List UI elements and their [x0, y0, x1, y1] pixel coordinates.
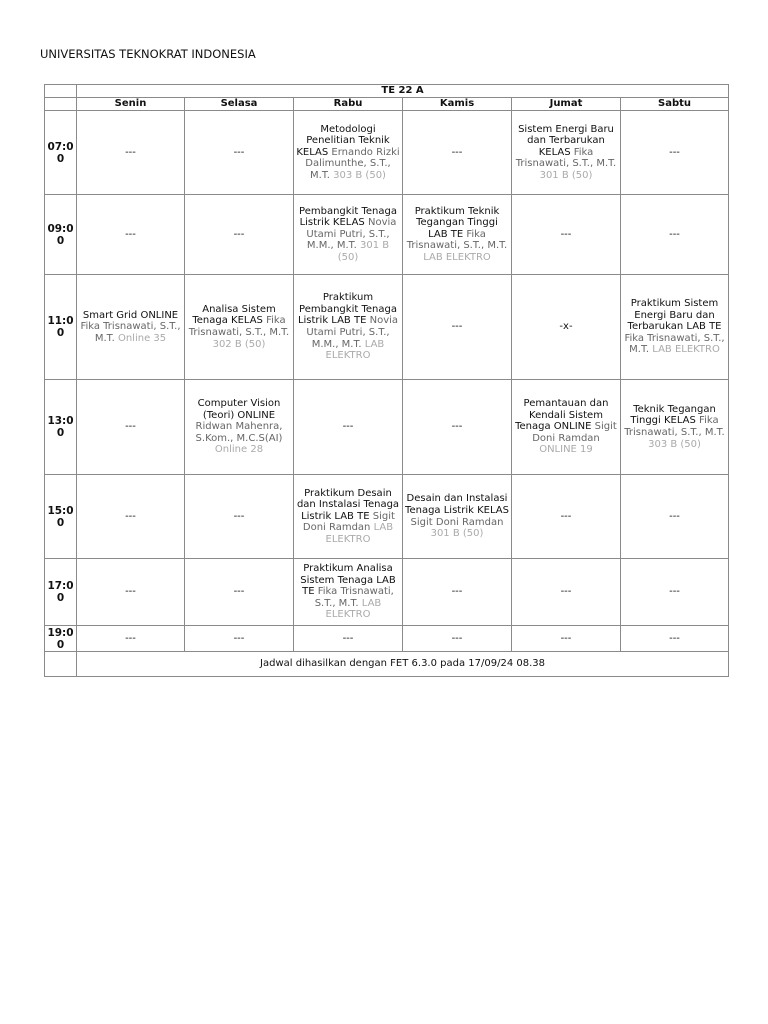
- schedule-cell: [621, 559, 729, 626]
- empty-slot: ---: [560, 510, 572, 522]
- time-label: 15:00: [45, 475, 77, 559]
- schedule-cell: [403, 275, 512, 380]
- lecturer-name: Ernando Rizki Dalimunthe, S.T., M.T.: [305, 146, 400, 181]
- empty-slot: ---: [669, 510, 680, 522]
- day-header: Jumat: [512, 98, 621, 111]
- schedule-cell: [77, 195, 185, 275]
- time-row: [45, 626, 729, 652]
- course-name: Praktikum Pembangkit Tenaga Listrik LAB TE: [297, 292, 397, 327]
- schedule-cell: [77, 111, 185, 195]
- course-name: Desain dan Instalasi Tenaga Listrik KELAS: [405, 493, 509, 516]
- course-name: Smart Grid ONLINE: [82, 309, 179, 321]
- schedule-cell: [512, 475, 621, 559]
- schedule-cell: [294, 559, 403, 626]
- schedule-cell: [403, 626, 512, 652]
- course-name: Praktikum Desain dan Instalasi Tenaga Listrik LAB TE: [296, 487, 400, 522]
- time-row: [45, 275, 729, 380]
- course-name: Praktikum Teknik Tegangan Tinggi LAB TE: [414, 205, 500, 240]
- lecturer-name: Fika Trisnawati, S.T., M.T.: [624, 415, 725, 438]
- course-name: Praktikum Analisa Sistem Tenaga LAB TE: [300, 563, 396, 598]
- schedule-cell: [294, 275, 403, 380]
- schedule-cell: [403, 380, 512, 475]
- lecturer-name: Sigit Doni Ramdan: [410, 516, 504, 528]
- schedule-cell: [185, 275, 294, 380]
- lecturer-name: Fika Trisnawati, S.T., M.T.: [515, 146, 617, 170]
- schedule-cell: [294, 475, 403, 559]
- empty-slot: ---: [233, 228, 245, 240]
- schedule-cell: [185, 626, 294, 652]
- schedule-cell: [621, 475, 729, 559]
- schedule-cell: [621, 195, 729, 275]
- room-label: LAB ELEKTRO: [325, 522, 394, 545]
- course-name: Praktikum Sistem Energi Baru dan Terbarukan LAB TE: [627, 298, 722, 333]
- schedule-cell: [185, 559, 294, 626]
- room-label: LAB ELEKTRO: [652, 344, 720, 356]
- schedule-cell: [403, 559, 512, 626]
- course-name: Teknik Tegangan Tinggi KELAS: [630, 403, 716, 427]
- corner-cell-2: [45, 98, 77, 111]
- room-label: ONLINE 19: [539, 444, 593, 456]
- room-label: LAB ELEKTRO: [423, 251, 491, 263]
- lecturer-name: Sigit Doni Ramdan: [302, 510, 395, 534]
- empty-slot: ---: [451, 146, 463, 158]
- schedule-cell: [621, 380, 729, 475]
- time-label: 17:00: [45, 559, 77, 626]
- schedule-cell: [512, 275, 621, 380]
- schedule-cell: [294, 195, 403, 275]
- lecturer-name: Fika Trisnawati, S.T., M.T.: [314, 586, 394, 609]
- time-row: [45, 559, 729, 626]
- day-header: Selasa: [185, 98, 294, 111]
- course-name: Analisa Sistem Tenaga KELAS: [192, 303, 276, 327]
- empty-slot: ---: [560, 632, 572, 644]
- course-name: Sistem Energi Baru dan Terbarukan KELAS: [518, 123, 614, 158]
- empty-slot: ---: [125, 228, 136, 240]
- empty-slot: ---: [669, 228, 680, 240]
- schedule-cell: [294, 111, 403, 195]
- time-row: [45, 111, 729, 195]
- empty-slot: ---: [125, 586, 136, 598]
- empty-slot: ---: [451, 421, 463, 433]
- lecturer-name: Fika Trisnawati, S.T., M.T.: [624, 332, 725, 356]
- empty-slot: ---: [669, 632, 680, 644]
- group-title: TE 22 A: [77, 85, 729, 98]
- schedule-cell: [403, 195, 512, 275]
- empty-slot: ---: [451, 321, 463, 333]
- course-name: Pemantauan dan Kendali Sistem Tenaga ONLINE: [515, 398, 609, 433]
- empty-slot: ---: [233, 146, 245, 158]
- lecturer-name: Sigit Doni Ramdan: [532, 421, 617, 444]
- time-label: 13:00: [45, 380, 77, 475]
- empty-slot: ---: [451, 586, 463, 598]
- schedule-cell: [77, 275, 185, 380]
- empty-slot: ---: [560, 228, 572, 240]
- schedule-cell: [512, 559, 621, 626]
- schedule-cell: [512, 626, 621, 652]
- empty-slot: ---: [451, 632, 463, 644]
- schedule-cell: [512, 195, 621, 275]
- schedule-cell: [512, 111, 621, 195]
- time-label: 09:00: [45, 195, 77, 275]
- room-label: 303 B (50): [648, 438, 701, 450]
- lecturer-name: Fika Trisnawati, S.T., M.T.: [406, 228, 508, 252]
- schedule-cell: [621, 111, 729, 195]
- time-row: [45, 195, 729, 275]
- lecturer-name: Novia Utami Putri, S.T., M.M., M.T.: [306, 217, 397, 252]
- empty-slot: ---: [125, 146, 136, 158]
- empty-slot: -x-: [559, 321, 573, 333]
- schedule-cell: [512, 380, 621, 475]
- institution-header: UNIVERSITAS TEKNOKRAT INDONESIA: [40, 47, 256, 61]
- course-name: Pembangkit Tenaga Listrik KELAS: [299, 205, 397, 229]
- room-label: 302 B (50): [212, 338, 266, 350]
- room-label: 301 B (50): [430, 528, 484, 540]
- day-header: Senin: [77, 98, 185, 111]
- day-header: Rabu: [294, 98, 403, 111]
- lecturer-name: Fika Trisnawati, S.T., M.T.: [80, 321, 181, 344]
- empty-slot: ---: [342, 421, 354, 433]
- schedule-cell: [185, 475, 294, 559]
- empty-slot: ---: [560, 586, 572, 598]
- time-label: 19:00: [45, 626, 77, 652]
- schedule-cell: [185, 111, 294, 195]
- lecturer-name: Ridwan Mahenra, S.Kom., M.C.S(AI): [195, 421, 283, 444]
- schedule-cell: [621, 275, 729, 380]
- time-row: [45, 380, 729, 475]
- course-name: Computer Vision (Teori) ONLINE: [197, 398, 281, 421]
- day-header: Sabtu: [621, 98, 729, 111]
- schedule-cell: [294, 380, 403, 475]
- schedule-cell: [77, 626, 185, 652]
- schedule-cell: [77, 475, 185, 559]
- empty-slot: ---: [342, 632, 354, 644]
- schedule-cell: [403, 111, 512, 195]
- empty-slot: ---: [233, 586, 245, 598]
- empty-slot: ---: [669, 146, 680, 158]
- generated-note: Jadwal dihasilkan dengan FET 6.3.0 pada 17/09/24 08.38: [77, 652, 729, 677]
- room-label: Online 35: [117, 332, 167, 344]
- time-label: 07:00: [45, 111, 77, 195]
- lecturer-name: Fika Trisnawati, S.T., M.T.: [188, 315, 290, 338]
- corner-cell: [45, 85, 77, 98]
- room-label: 301 B (50): [337, 240, 390, 263]
- schedule-cell: [294, 626, 403, 652]
- schedule-cell: [621, 626, 729, 652]
- timetable: [44, 84, 729, 677]
- course-name: Metodologi Penelitian Teknik KELAS: [296, 123, 390, 158]
- empty-slot: ---: [669, 586, 680, 598]
- footer-corner: [45, 652, 77, 677]
- empty-slot: ---: [125, 510, 136, 522]
- room-label: LAB ELEKTRO: [325, 338, 385, 362]
- lecturer-name: Novia Utami Putri, S.T., M.M., M.T.: [306, 315, 399, 350]
- schedule-cell: [77, 559, 185, 626]
- schedule-cell: [77, 380, 185, 475]
- room-label: LAB ELEKTRO: [325, 597, 382, 621]
- room-label: Online 28: [214, 444, 264, 456]
- day-header: Kamis: [403, 98, 512, 111]
- time-row: [45, 475, 729, 559]
- empty-slot: ---: [233, 632, 245, 644]
- schedule-cell: [185, 195, 294, 275]
- time-label: 11:00: [45, 275, 77, 380]
- room-label: 301 B (50): [539, 169, 593, 181]
- empty-slot: ---: [125, 421, 136, 433]
- empty-slot: ---: [233, 510, 245, 522]
- empty-slot: ---: [125, 632, 136, 644]
- schedule-cell: [403, 475, 512, 559]
- schedule-cell: [185, 380, 294, 475]
- room-label: 303 B (50): [333, 169, 386, 181]
